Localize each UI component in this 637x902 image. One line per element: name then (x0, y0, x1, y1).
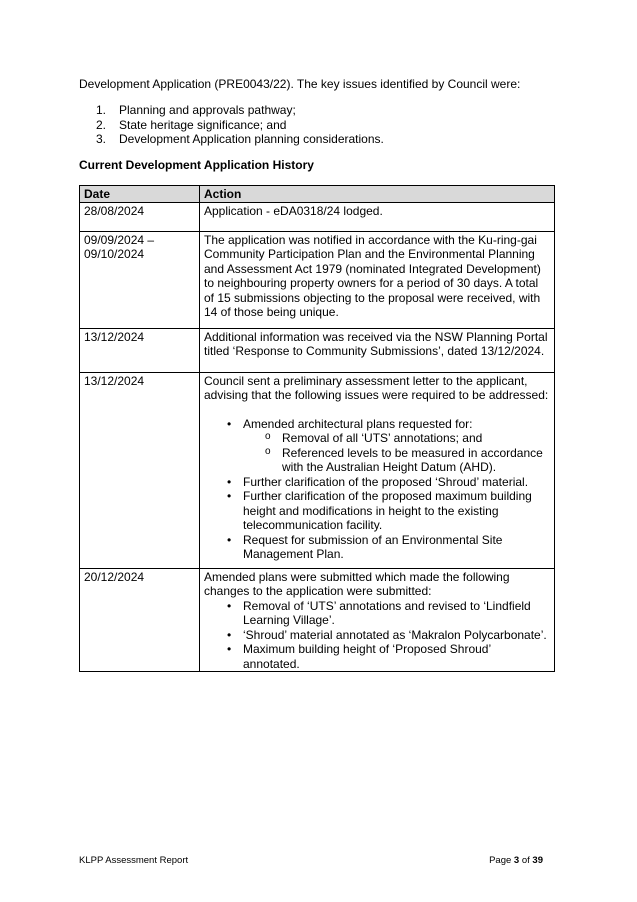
section-title: Current Development Application History (79, 158, 314, 172)
list-item: • Removal of ‘UTS’ annotations and revised to ‘Lindfield Learning Village’. (204, 599, 550, 628)
list-item: • Maximum building height of ‘Proposed Shroud’ annotated. (204, 642, 550, 671)
action-cell (200, 372, 555, 568)
list-item: • Further clarification of the proposed ‘Shroud’ material. (204, 475, 550, 490)
date-column-header: Date (80, 186, 200, 203)
list-item (204, 417, 550, 475)
table-row (80, 328, 555, 372)
date-cell: 09/09/2024 – 09/10/2024 (80, 231, 200, 328)
list-item (79, 118, 384, 133)
list-item (79, 103, 384, 118)
date-cell: 28/08/2024 (80, 202, 200, 231)
action-text: Amended plans were submitted which made the following changes to the application were submitted: (204, 569, 510, 598)
bullet-list (204, 417, 550, 562)
table-row (80, 568, 555, 672)
list-item: • Request for submission of an Environmental Site Management Plan. (204, 533, 550, 562)
bullet-text: Amended architectural plans requested for: (243, 416, 473, 431)
list-number: 3. (96, 132, 107, 146)
sub-bullet-list (243, 431, 550, 475)
intro-paragraph: Development Application (PRE0043/22). The key issues identified by Council were: (79, 77, 521, 91)
footer-page-number: Page 3 of 39 (489, 855, 543, 866)
action-cell: Application - eDA0318/24 lodged. (200, 202, 555, 231)
key-issues-list (79, 103, 384, 147)
list-item: o Referenced levels to be measured in accordance with the Australian Height Datum (AHD). (243, 446, 550, 475)
footer-report-title: KLPP Assessment Report (79, 855, 189, 866)
bullet-list (204, 599, 550, 672)
application-history-table (79, 185, 555, 672)
list-item-text: Planning and approvals pathway; (119, 103, 296, 117)
list-number: 1. (96, 103, 107, 117)
list-item (79, 132, 384, 147)
list-number: 2. (96, 117, 107, 132)
action-column-header: Action (200, 186, 555, 203)
table-row (80, 231, 555, 328)
total-pages: 39 (532, 855, 543, 866)
table-row (80, 372, 555, 568)
action-cell: Additional information was received via the NSW Planning Portal titled ‘Response to Community Submissions’, dated 13/12/2024. (200, 328, 555, 372)
date-cell: 20/12/2024 (80, 568, 200, 672)
table-row (80, 202, 555, 231)
list-item: • Further clarification of the proposed maximum building height and modifications in height to the existing telecommunication facility. (204, 489, 550, 533)
list-item-text: State heritage significance; and (119, 117, 287, 132)
action-cell: The application was notified in accordance with the Ku-ring-gai Community Participation Plan and the Environmental Planning and Assessment Act 1979 (nominated Integrated Development) to neighbouring property owners for a period of 30 days. A total of 15 submissions objecting to the proposal were received, with 14 of those being unique. (200, 231, 555, 328)
action-cell (200, 568, 555, 672)
current-page: 3 (513, 855, 520, 866)
action-text: Council sent a preliminary assessment letter to the applicant, advising that the following issues were required to be addressed: (204, 373, 549, 402)
list-item: • ‘Shroud’ material annotated as ‘Makralon Polycarbonate’. (204, 628, 550, 643)
table-header-row (80, 186, 555, 203)
list-item-text: Development Application planning considerations. (119, 132, 384, 146)
date-cell: 13/12/2024 (80, 372, 200, 568)
list-item: o Removal of all ‘UTS’ annotations; and (243, 431, 550, 446)
date-cell: 13/12/2024 (80, 328, 200, 372)
